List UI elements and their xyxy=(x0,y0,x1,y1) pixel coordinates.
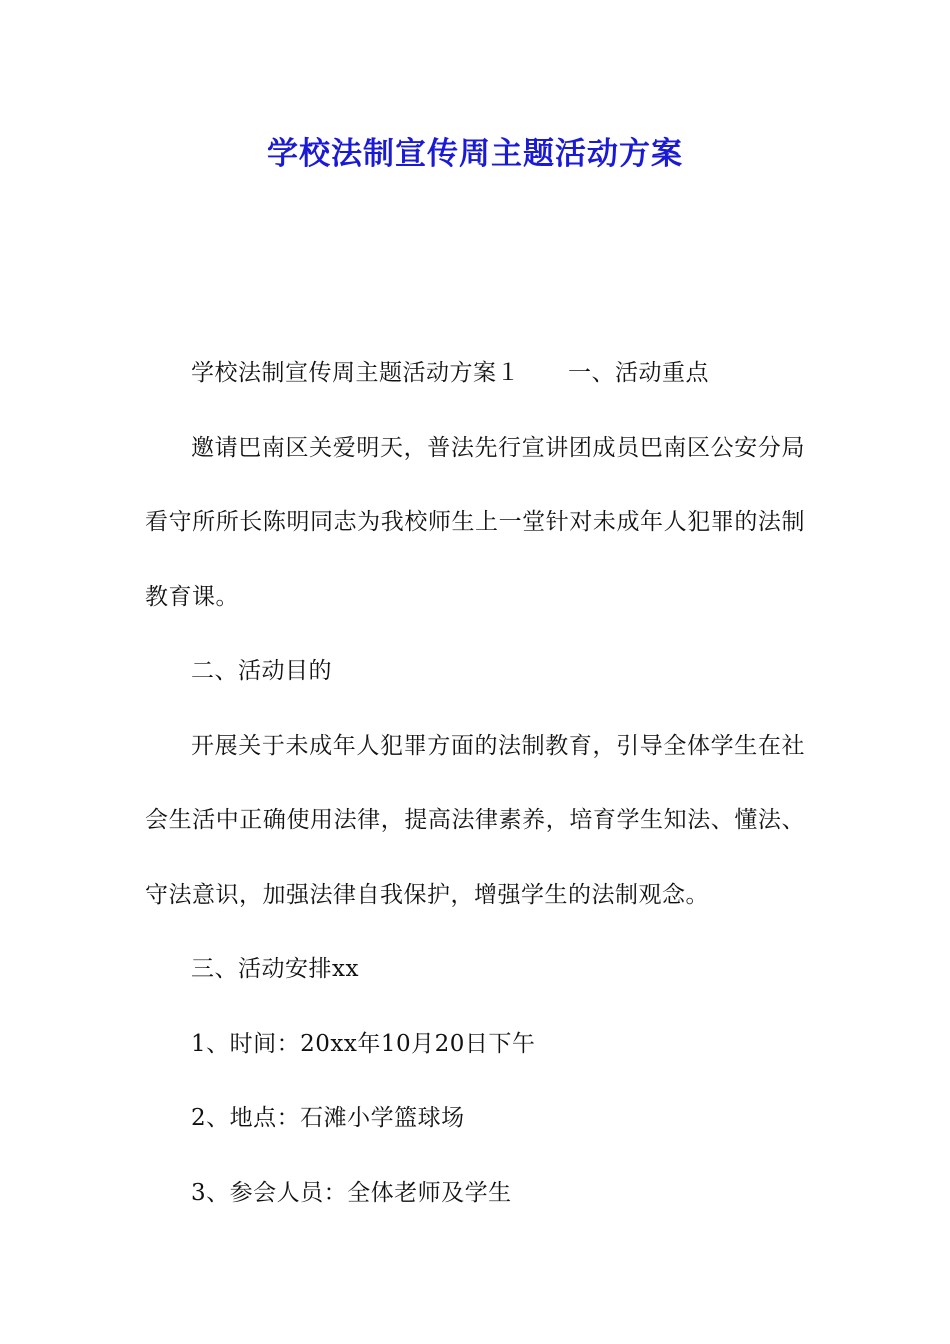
document-title: 学校法制宣传周主题活动方案 xyxy=(267,136,683,172)
intro-heading-line xyxy=(145,336,805,411)
plan-subtitle: 学校法制宣传周主题活动方案１ xyxy=(191,360,520,386)
paragraph-invitation: 邀请巴南区关爱明天，普法先行宣讲团成员巴南区公安分局看守所所长陈明同志为我校师生上一堂针对未成年人犯罪的法制教育课。 xyxy=(145,434,805,610)
paragraph-purpose: 开展关于未成年人犯罪方面的法制教育，引导全体学生在社会生活中正确使用法律，提高法律素养，培育学生知法、懂法、守法意识，加强法律自我保护，增强学生的法制观念。 xyxy=(145,732,805,908)
section-heading-3: 三、活动安排xx xyxy=(191,956,359,982)
list-item-time: 1、时间：20xx年10月20日下午 xyxy=(191,1030,536,1057)
list-item-participants: 3、参会人员：全体老师及学生 xyxy=(191,1179,512,1206)
document-body xyxy=(145,336,805,1230)
section-heading-2: 二、活动目的 xyxy=(191,658,332,684)
list-item-location: 2、地点：石滩小学篮球场 xyxy=(191,1105,465,1131)
section-heading-1: 一、活动重点 xyxy=(568,360,709,386)
